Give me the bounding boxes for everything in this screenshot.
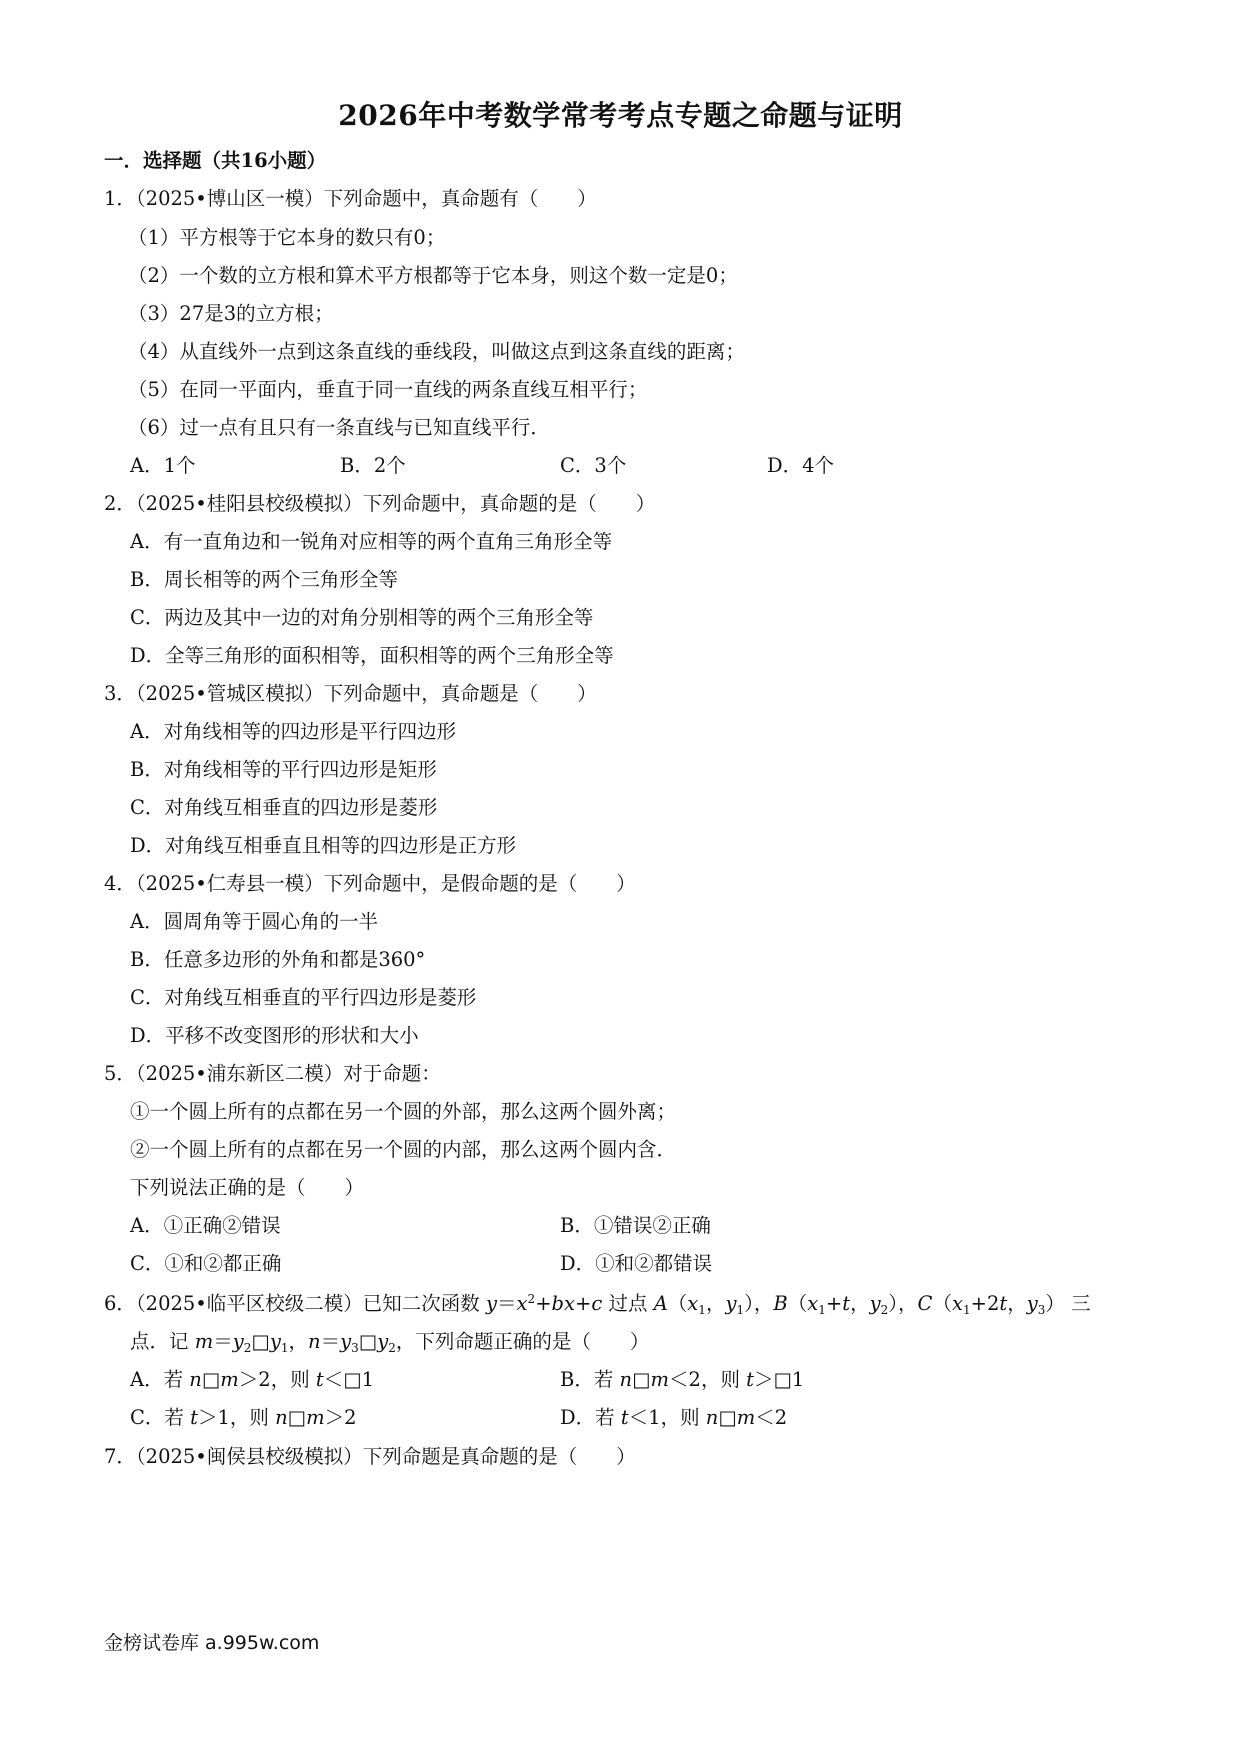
question-5-option-d: D．①和②都错误 [560,1252,713,1275]
question-5-item: ①一个圆上所有的点都在另一个圆的外部，那么这两个圆外离； [130,1100,677,1123]
question-5-stem: 5．（2025•浦东新区二模）对于命题： [104,1062,441,1085]
question-4-option-d: D．平移不改变图形的形状和大小 [130,1024,419,1047]
question-2-stem: 2．（2025•桂阳县校级模拟）下列命题中，真命题的是（ ） [104,492,656,515]
question-6-stem-line2 [130,1329,649,1355]
question-1-item: （4）从直线外一点到这条直线的垂线段，叫做这点到这条直线的距离； [128,340,745,363]
question-5-prompt: 下列说法正确的是（ ） [130,1176,365,1199]
question-1-item: （1）平方根等于它本身的数只有0； [128,226,446,249]
page-title: 2026年中考数学常考考点专题之命题与证明 [338,99,903,132]
question-1-item: （2）一个数的立方根和算术平方根都等于它本身，则这个数一定是0； [128,264,738,287]
question-4-option-c: C．对角线互相垂直的平行四边形是菱形 [130,986,477,1009]
question-6-stem-suffix: 三 [1071,1292,1091,1315]
section-heading: 一．选择题（共16小题） [104,149,327,172]
question-6-option-a: A．若 n□m＞2，则 t＜□1 [130,1368,375,1391]
question-4-stem: 4．（2025•仁寿县一模）下列命题中，是假命题的是（ ） [104,872,636,895]
question-3-option-d: D．对角线互相垂直且相等的四边形是正方形 [130,834,517,857]
question-3-option-c: C．对角线互相垂直的四边形是菱形 [130,796,438,819]
question-1-option-b: B．2个 [340,454,406,477]
question-6-option-d: D．若 t＜1，则 n□m＜2 [560,1406,788,1429]
question-6-definitions: $m=y_2□y_1$，$n=y_3□y_2$ [194,1330,396,1355]
question-2-option-b: B．周长相等的两个三角形全等 [130,568,398,591]
question-6-stem-prefix: 6．（2025•临平区校级二模）已知二次函数 [104,1292,480,1315]
question-5-option-c: C．①和②都正确 [130,1252,282,1275]
question-6-option-b: B．若 n□m＜2，则 t＞□1 [560,1368,805,1391]
question-1-item: （5）在同一平面内，垂直于同一直线的两条直线互相平行； [128,378,648,401]
question-7-stem: 7．（2025•闽侯县校级模拟）下列命题是真命题的是（ ） [104,1445,636,1468]
footer-watermark: 金榜试卷库 a.995w.com [104,1632,320,1654]
question-5-option-a: A．①正确②错误 [130,1214,281,1237]
question-1-stem: 1．（2025•博山区一模）下列命题中，真命题有（ ） [104,187,597,210]
question-1-option-d: D．4个 [767,454,835,477]
question-2-option-a: A．有一直角边和一锐角对应相等的两个直角三角形全等 [130,530,613,553]
question-5-option-b: B．①错误②正确 [560,1214,711,1237]
question-6-line2-prefix: 点．记 [130,1330,189,1353]
question-6-option-c: C．若 t＞1，则 n□m＞2 [130,1406,357,1429]
question-3-stem: 3．（2025•管城区模拟）下列命题中，真命题是（ ） [104,682,597,705]
question-4-option-b: B．任意多边形的外角和都是360° [130,948,426,971]
question-3-option-b: B．对角线相等的平行四边形是矩形 [130,758,437,781]
question-1-option-a: A．1个 [130,454,196,477]
question-1-item: （3）27是3的立方根； [128,302,334,325]
question-6-formula: $y=x^2+bx+c$ 过点 $A(x_1$，$y_1$），$B(x_1+t$，$y_2$），$C(x_1+2t$，$y_3$） [486,1292,1065,1317]
question-2-option-d: D．全等三角形的面积相等，面积相等的两个三角形全等 [130,644,614,667]
question-6-stem [104,1291,1091,1317]
question-1-option-c: C．3个 [560,454,627,477]
question-3-option-a: A．对角线相等的四边形是平行四边形 [130,720,457,743]
question-4-option-a: A．圆周角等于圆心角的一半 [130,910,379,933]
question-6-line2-suffix: ，下列命题正确的是（ ） [395,1330,650,1353]
question-5-item: ②一个圆上所有的点都在另一个圆的内部，那么这两个圆内含． [130,1138,677,1161]
question-1-item: （6）过一点有且只有一条直线与已知直线平行． [128,416,550,439]
question-2-option-c: C．两边及其中一边的对角分别相等的两个三角形全等 [130,606,594,629]
